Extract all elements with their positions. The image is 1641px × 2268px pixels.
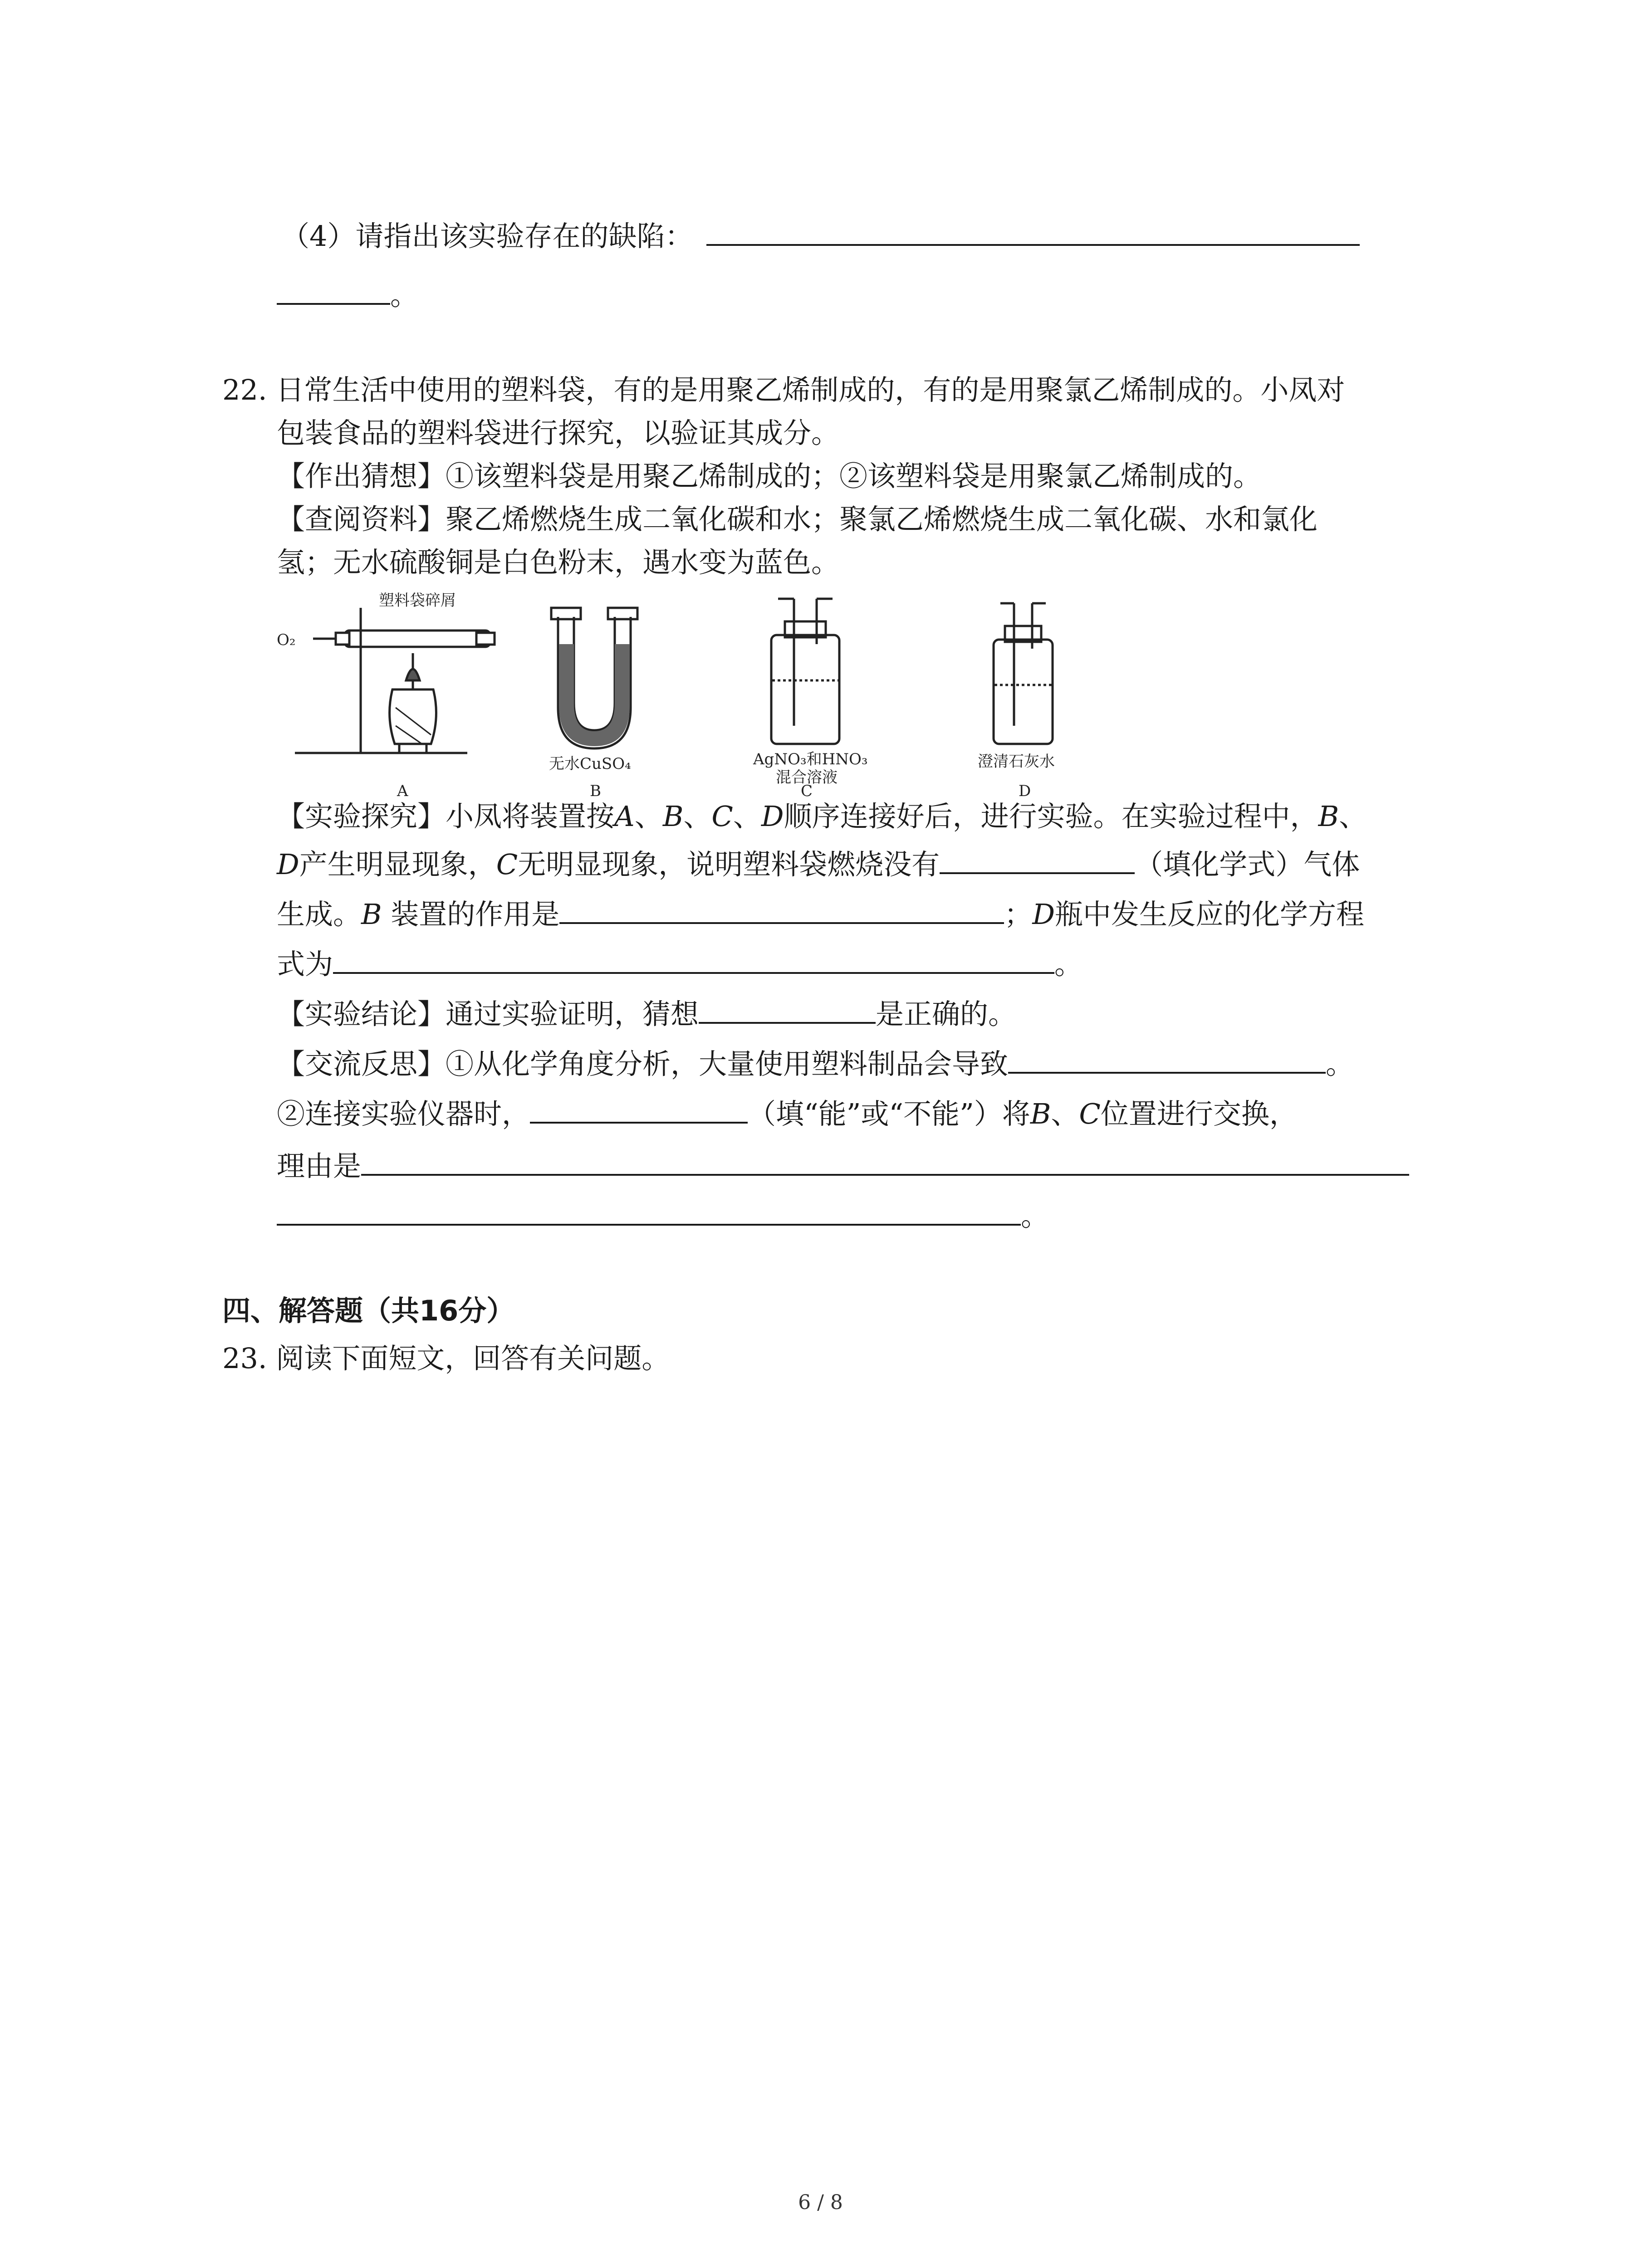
washing-bottle-d <box>994 640 1053 744</box>
reason-line-1: 理由是 <box>277 1148 1409 1184</box>
q22-intro-1: 22. 日常生活中使用的塑料袋，有的是用聚乙烯制成的，有的是用聚氯乙烯制成的。小凤对 <box>222 373 1345 406</box>
c-reagent-label-1: AgNO₃和HNO₃ <box>753 750 868 768</box>
explore-line-2: D产生明显现象，C无明显现象，说明塑料袋燃烧没有 （填化学式）气体 <box>277 846 1360 883</box>
q22-guess: 【作出猜想】①该塑料袋是用聚乙烯制成的；②该塑料袋是用聚氯乙烯制成的。 <box>277 459 1262 493</box>
label-b: B <box>590 782 601 798</box>
reflect-line-2: ②连接实验仪器时， （填“能”或“不能”）将B、C位置进行交换， <box>277 1095 1298 1132</box>
formula-blank[interactable] <box>940 846 1135 874</box>
b-reagent-label: 无水CuSO₄ <box>549 755 631 773</box>
q21-part4-cont: 。 <box>277 277 418 313</box>
q22-intro-2: 包装食品的塑料袋进行探究，以验证其成分。 <box>277 416 840 450</box>
explore-line-1: 【实验探究】小凤将装置按A、B、C、D顺序连接好后，进行实验。在实验过程中，B、 <box>277 800 1367 833</box>
q21-part4: （4）请指出该实验存在的缺陷： <box>281 218 1360 254</box>
reason-blank[interactable] <box>361 1148 1409 1176</box>
combustion-tube <box>345 631 490 647</box>
consequence-blank[interactable] <box>1008 1046 1326 1074</box>
washing-bottle-c <box>771 635 839 744</box>
label-a: A <box>397 782 408 798</box>
conclusion-line: 【实验结论】通过实验证明，猜想 是正确的。 <box>277 996 1016 1032</box>
debris-label: 塑料袋碎屑 <box>379 591 456 610</box>
answer-blank[interactable] <box>706 218 1360 246</box>
b-function-blank[interactable] <box>559 896 1004 924</box>
equation-blank[interactable] <box>333 946 1054 974</box>
can-cannot-blank[interactable] <box>530 1095 748 1124</box>
reason-line-2: 。 <box>277 1198 1049 1234</box>
explore-line-3: 生成。B 装置的作用是 ；D瓶中发生反应的化学方程 <box>277 896 1364 933</box>
reflect-line-1: 【交流反思】①从化学角度分析，大量使用塑料制品会导致 。 <box>277 1046 1354 1082</box>
guess-blank[interactable] <box>699 996 876 1024</box>
explore-line-4: 式为 。 <box>277 946 1083 982</box>
alcohol-lamp <box>390 689 436 744</box>
o2-label: O₂ <box>277 631 296 649</box>
label-d: D <box>1019 782 1031 798</box>
label-c: C <box>801 782 813 798</box>
apparatus-figure <box>277 590 1093 798</box>
q22-info-2: 氢；无水硫酸铜是白色粉末，遇水变为蓝色。 <box>277 546 840 579</box>
q23-prompt: 23. 阅读下面短文，回答有关问题。 <box>222 1342 670 1375</box>
q22-info-1: 【查阅资料】聚乙烯燃烧生成二氧化碳和水；聚氯乙烯燃烧生成二氧化碳、水和氯化 <box>277 503 1318 536</box>
c-reagent-label-2: 混合溶液 <box>776 768 838 787</box>
d-reagent-label: 澄清石灰水 <box>978 753 1055 771</box>
section-heading: 四、解答题（共16分） <box>222 1294 515 1327</box>
page-number: 6 / 8 <box>798 2191 843 2214</box>
answer-blank[interactable] <box>277 277 390 305</box>
reason-blank-cont[interactable] <box>277 1198 1021 1226</box>
